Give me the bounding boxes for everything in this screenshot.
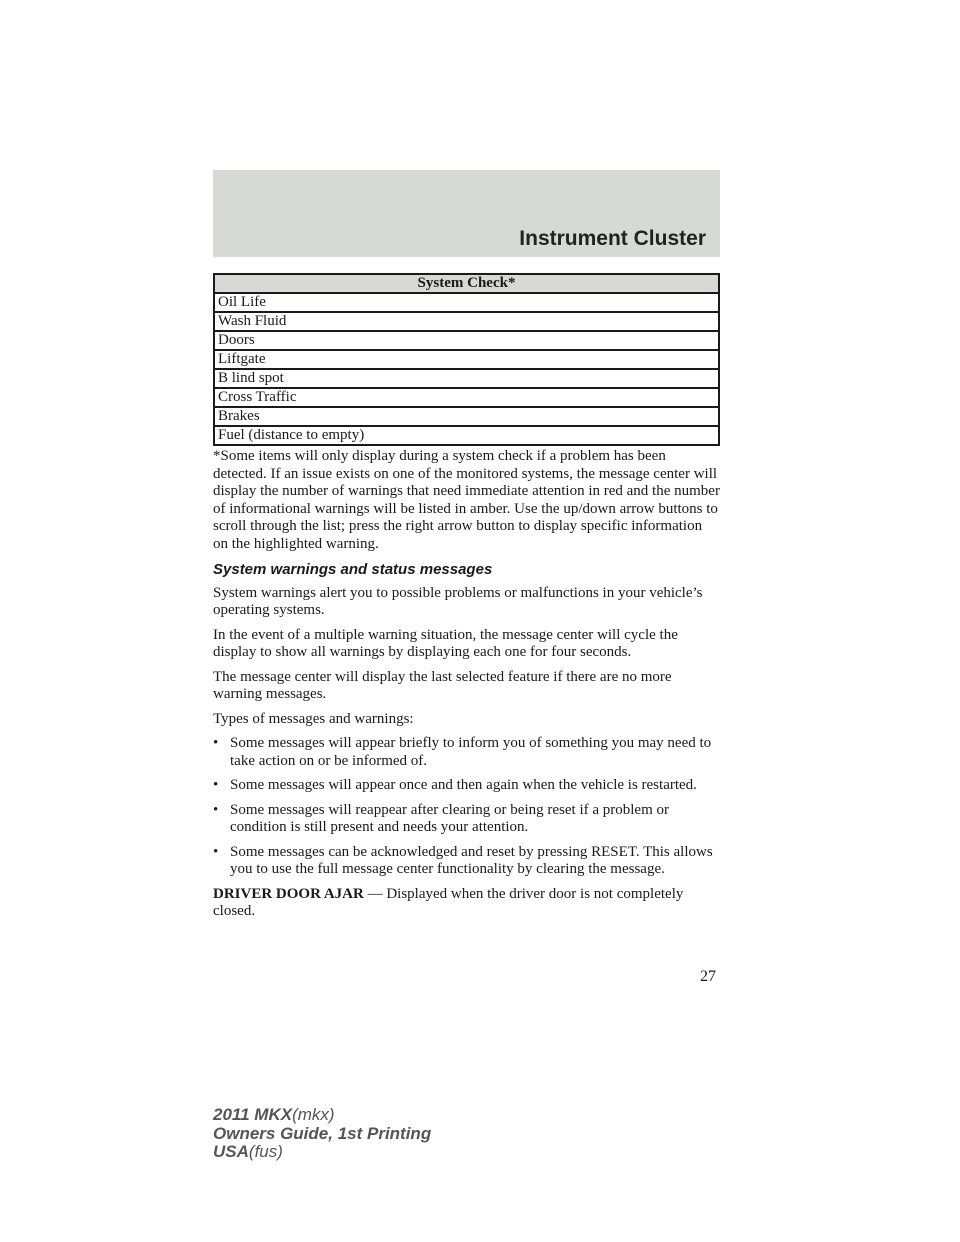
list-item-text: Some messages will reappear after clearing or being reset if a problem or condition is still present and needs your attention. xyxy=(230,801,669,835)
table-cell: Doors xyxy=(214,331,719,350)
table-row xyxy=(214,426,719,445)
bullet-icon: • xyxy=(213,777,219,793)
body-paragraph: The message center will display the last selected feature if there are no more warning messages. xyxy=(213,668,672,702)
message-description: — Displayed when the driver door is not completely closed. xyxy=(213,885,684,919)
page-number: 27 xyxy=(700,968,716,985)
message-types-list xyxy=(213,735,720,879)
table-cell: Fuel (distance to empty) xyxy=(214,426,719,445)
bullet-icon: • xyxy=(213,801,219,818)
footer-model: 2011 MKX xyxy=(213,1105,293,1124)
table-row xyxy=(214,388,719,407)
list-item-text: Some messages will appear briefly to inform you of something you may need to take action on or be informed of. xyxy=(230,735,712,769)
system-check-table xyxy=(213,273,720,446)
table-cell: Brakes xyxy=(214,407,719,426)
table-row xyxy=(214,369,719,388)
table-row xyxy=(214,312,719,331)
footer-market: USA xyxy=(213,1142,249,1161)
message-term: DRIVER DOOR AJAR xyxy=(213,885,364,902)
body-paragraph: In the event of a multiple warning situation, the message center will cycle the display to show all warnings by displaying each one for four seconds. xyxy=(213,626,678,660)
list-item xyxy=(213,735,720,770)
list-item xyxy=(213,802,720,837)
footer-market-code: (fus) xyxy=(248,1142,283,1161)
bullet-icon: • xyxy=(213,735,219,751)
table-cell: Liftgate xyxy=(214,350,719,369)
list-item-text: Some messages will appear once and then again when the vehicle is restarted. xyxy=(230,777,697,793)
driver-door-ajar-entry xyxy=(213,886,720,921)
table-row xyxy=(214,350,719,369)
print-footer xyxy=(213,1106,431,1162)
body-paragraph: System warnings alert you to possible problems or malfunctions in your vehicle’s operating systems. xyxy=(213,584,703,618)
table-row xyxy=(214,407,719,426)
section-title: Instrument Cluster xyxy=(519,227,706,250)
page-content xyxy=(213,273,720,928)
table-heading: System Check* xyxy=(214,274,719,293)
table-cell: Wash Fluid xyxy=(214,312,719,331)
body-paragraph: Types of messages and warnings: xyxy=(213,710,414,727)
list-item xyxy=(213,844,720,879)
table-cell: B lind spot xyxy=(214,369,719,388)
table-cell: Oil Life xyxy=(214,293,719,312)
section-header-band xyxy=(213,170,720,257)
table-row xyxy=(214,293,719,312)
footer-guide: Owners Guide, 1st Printing xyxy=(213,1123,432,1143)
section-heading: System warnings and status messages xyxy=(213,561,493,578)
bullet-icon: • xyxy=(213,843,219,860)
table-row xyxy=(214,331,719,350)
footer-model-code: (mkx) xyxy=(292,1105,335,1124)
table-cell: Cross Traffic xyxy=(214,388,719,407)
table-footnote: *Some items will only display during a system check if a problem has been detected. If an issue exists on one of the monitored systems, the message center will display the number of warnings that need immediate attention in red and the number of informational warnings will be listed in amber. Use the up/down arrow buttons to scroll through the list; press the right arrow button to display specific information on the highlighted warning. xyxy=(213,448,720,552)
list-item-text: Some messages can be acknowledged and reset by pressing RESET. This allows you to use the full message center functionality by clearing the message. xyxy=(230,843,713,877)
list-item xyxy=(213,777,720,795)
